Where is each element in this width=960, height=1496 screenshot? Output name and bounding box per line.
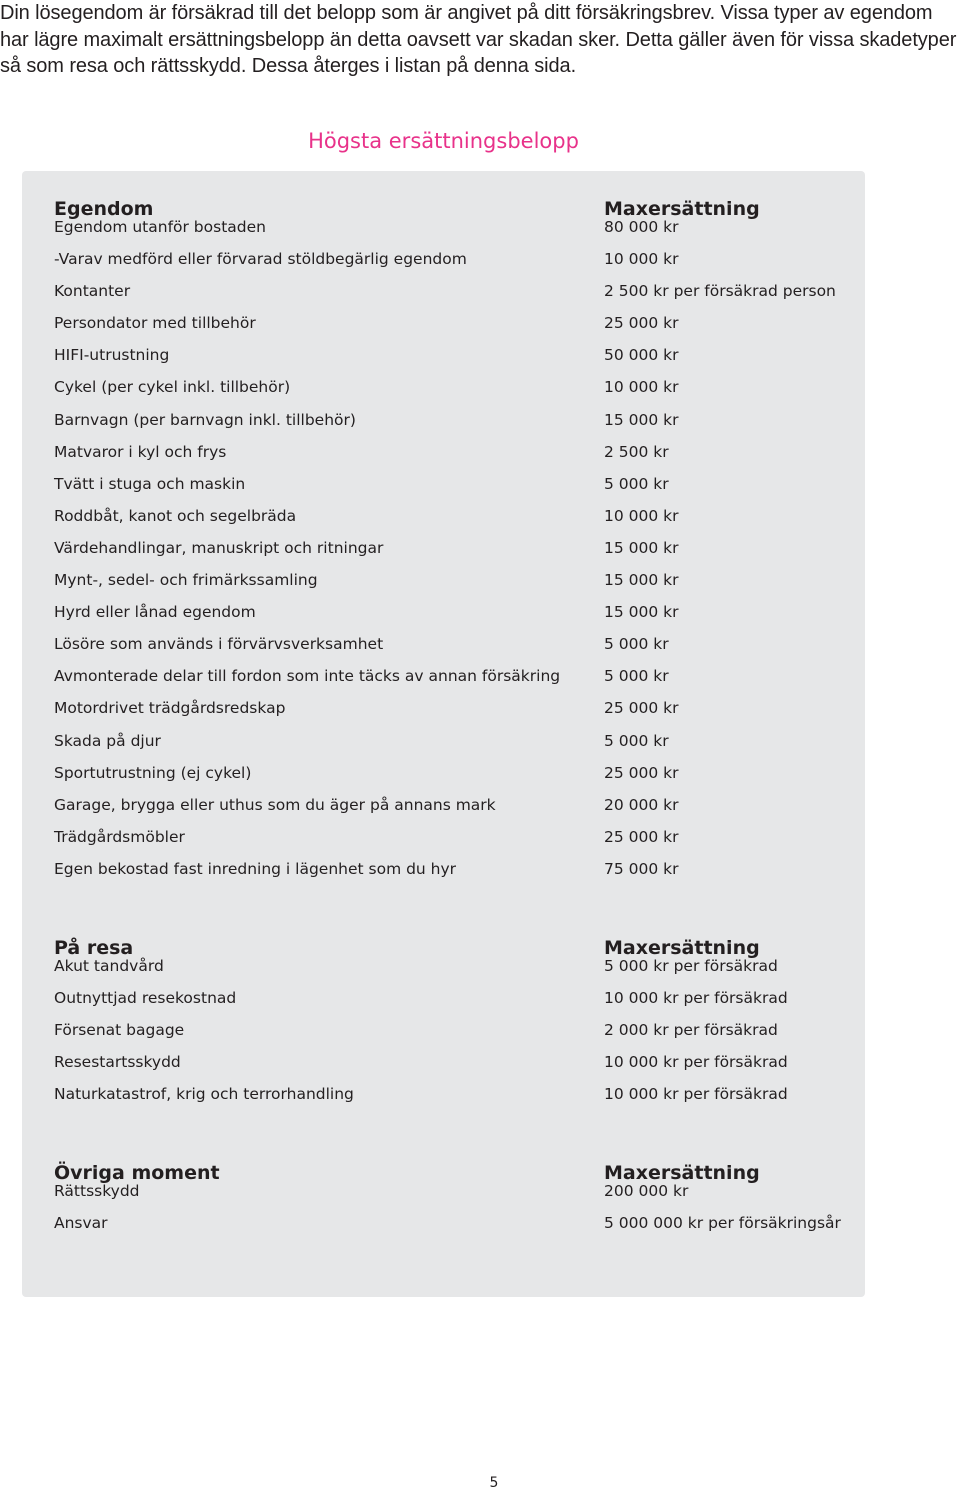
row-label: Kontanter: [54, 282, 131, 301]
table-row: [22, 532, 865, 564]
row-value: 25 000 kr: [604, 763, 679, 782]
table-row: [22, 564, 865, 596]
row-value: 25 000 kr: [604, 699, 679, 718]
row-label: Barnvagn (per barnvagn inkl. tillbehör): [54, 410, 356, 429]
table-row: [22, 211, 865, 243]
row-value: 10 000 kr per försäkrad: [604, 989, 788, 1008]
row-value: 2 000 kr per försäkrad: [604, 1021, 778, 1040]
row-value: 5 000 000 kr per försäkringsår: [604, 1214, 841, 1233]
table-row: [22, 853, 865, 885]
row-value: 5 000 kr: [604, 731, 669, 750]
table-row: [22, 1014, 865, 1046]
row-label: Skada på djur: [54, 731, 161, 750]
table-row: [22, 1046, 865, 1078]
table-row: [22, 243, 865, 275]
row-value: 2 500 kr: [604, 442, 669, 461]
row-value: 10 000 kr: [604, 378, 679, 397]
compensation-table-panel: [22, 171, 865, 1297]
row-value: 15 000 kr: [604, 603, 679, 622]
table-row: [22, 371, 865, 403]
section-column-heading: Maxersättning: [604, 937, 760, 959]
page-number: 5: [489, 1475, 499, 1491]
section-header: [22, 910, 865, 959]
row-label: Roddbåt, kanot och segelbräda: [54, 506, 297, 525]
table-row: [22, 789, 865, 821]
row-value: 10 000 kr per försäkrad: [604, 1053, 788, 1072]
row-label: Persondator med tillbehör: [54, 314, 256, 333]
table-row: [22, 1078, 865, 1110]
table-row: [22, 725, 865, 757]
section-column-heading: Maxersättning: [604, 198, 760, 220]
section-title: På resa: [54, 937, 134, 959]
row-label: Outnyttjad resekostnad: [54, 989, 237, 1008]
row-label: -Varav medförd eller förvarad stöldbegärlig egendom: [54, 250, 467, 269]
table-row: [22, 950, 865, 982]
section-pa-resa: [22, 910, 865, 1110]
row-label: Egen bekostad fast inredning i lägenhet som du hyr: [54, 859, 457, 878]
row-value: 15 000 kr: [604, 538, 679, 557]
row-value: 15 000 kr: [604, 571, 679, 590]
row-value: 5 000 kr: [604, 474, 669, 493]
table-row: [22, 1175, 865, 1207]
table-row: [22, 628, 865, 660]
section-egendom: [22, 171, 865, 885]
row-label: Matvaror i kyl och frys: [54, 442, 227, 461]
row-value: 10 000 kr: [604, 250, 679, 269]
row-value: 5 000 kr: [604, 667, 669, 686]
row-label: Garage, brygga eller uthus som du äger på annans mark: [54, 795, 496, 814]
row-label: Hyrd eller lånad egendom: [54, 603, 256, 622]
row-value: 5 000 kr per försäkrad: [604, 957, 778, 975]
table-row: [22, 500, 865, 532]
row-value: 2 500 kr per försäkrad person: [604, 282, 836, 301]
row-label: Ansvar: [54, 1214, 108, 1233]
row-value: 25 000 kr: [604, 314, 679, 333]
table-row: [22, 821, 865, 853]
row-value: 20 000 kr: [604, 795, 679, 814]
section-rows: [22, 950, 865, 1110]
row-label: Rättsskydd: [54, 1182, 140, 1200]
row-label: Cykel (per cykel inkl. tillbehör): [54, 378, 291, 397]
row-label: Värdehandlingar, manuskript och ritningar: [54, 538, 384, 557]
section-title: Övriga moment: [54, 1162, 220, 1184]
row-value: 10 000 kr per försäkrad: [604, 1085, 788, 1104]
row-value: 50 000 kr: [604, 346, 679, 365]
intro-paragraph: Din lösegendom är försäkrad till det belopp som är angivet på ditt försäkringsbrev. Vissa typer av egendom har lägre maximalt ersättningsbelopp än detta oavsett var skadan sker. Detta gäller även för vissa skadetyper så som resa och rättsskydd. Dessa återges i listan på denna sida.: [0, 2, 957, 77]
row-label: Trädgårdsmöbler: [54, 827, 185, 846]
row-value: 10 000 kr: [604, 506, 679, 525]
section-rows: [22, 1175, 865, 1239]
table-row: [22, 757, 865, 789]
row-value: 200 000 kr: [604, 1182, 689, 1200]
row-label: Lösöre som används i förvärvsverksamhet: [54, 635, 384, 654]
table-title: Högsta ersättningsbelopp: [308, 129, 579, 153]
section-column-heading: Maxersättning: [604, 1162, 760, 1184]
row-label: Egendom utanför bostaden: [54, 218, 266, 236]
table-row: [22, 436, 865, 468]
row-label: Avmonterade delar till fordon som inte täcks av annan försäkring: [54, 667, 561, 686]
section-ovriga-moment: [22, 1135, 865, 1239]
section-header: [22, 171, 865, 220]
row-label: Resestartsskydd: [54, 1053, 181, 1072]
table-row: [22, 275, 865, 307]
table-row: [22, 404, 865, 436]
row-label: Mynt-, sedel- och frimärkssamling: [54, 571, 318, 590]
table-row: [22, 468, 865, 500]
table-row: [22, 596, 865, 628]
row-label: HIFI-utrustning: [54, 346, 170, 365]
section-rows: [22, 211, 865, 885]
row-label: Försenat bagage: [54, 1021, 185, 1040]
table-row: [22, 1207, 865, 1239]
table-row: [22, 660, 865, 692]
table-row: [22, 982, 865, 1014]
row-value: 25 000 kr: [604, 827, 679, 846]
row-value: 75 000 kr: [604, 859, 679, 878]
row-value: 15 000 kr: [604, 410, 679, 429]
section-title: Egendom: [54, 198, 154, 220]
section-header: [22, 1135, 865, 1184]
row-label: Tvätt i stuga och maskin: [54, 474, 246, 493]
row-label: Naturkatastrof, krig och terrorhandling: [54, 1085, 354, 1104]
table-row: [22, 339, 865, 371]
row-value: 5 000 kr: [604, 635, 669, 654]
row-label: Motordrivet trädgårdsredskap: [54, 699, 286, 718]
table-row: [22, 307, 865, 339]
table-row: [22, 692, 865, 724]
row-label: Sportutrustning (ej cykel): [54, 763, 252, 782]
row-value: 80 000 kr: [604, 218, 679, 236]
row-label: Akut tandvård: [54, 957, 164, 975]
